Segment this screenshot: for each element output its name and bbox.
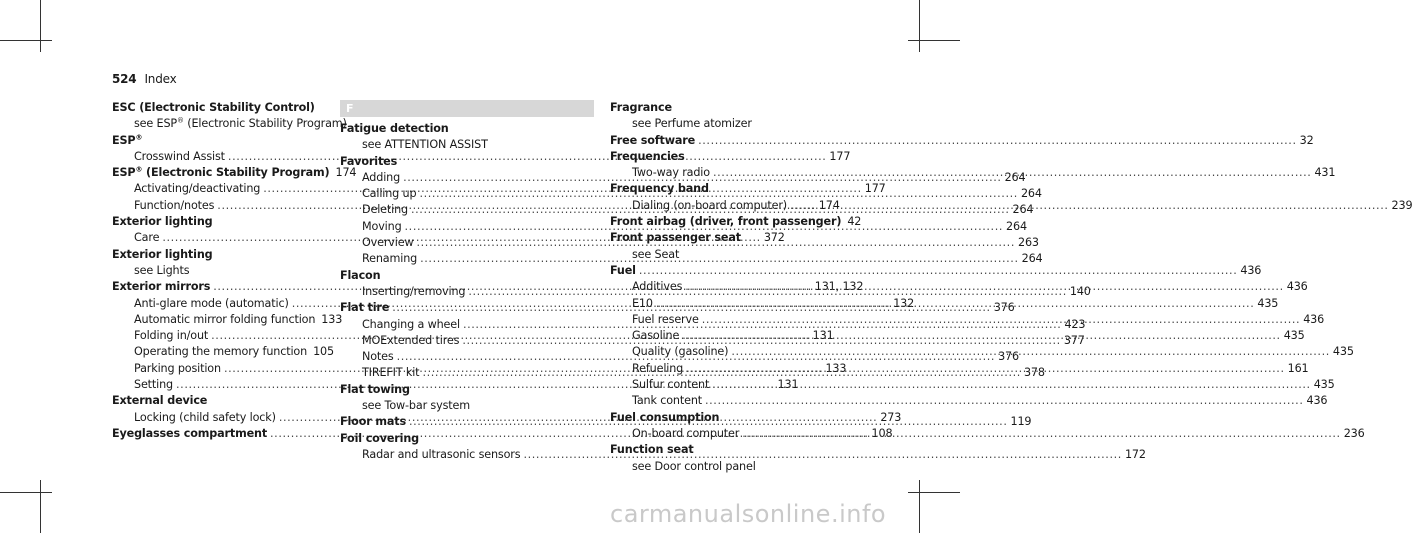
- index-heading: ESP® (Electronic Stability Program) 174: [112, 165, 357, 180]
- index-see-entry: see ESP® (Electronic Stability Program): [134, 116, 347, 131]
- index-subentry: Additives ..... 436: [610, 279, 822, 295]
- crop-mark: [40, 480, 41, 533]
- index-heading: ESC (Electronic Stability Control): [112, 101, 315, 114]
- crop-mark: [919, 0, 920, 52]
- index-heading: Frequency band: [610, 182, 709, 196]
- watermark: carmanualsonline.info: [610, 500, 887, 528]
- index-subentry: Folding in/out ..... 131: [112, 328, 324, 344]
- index-subentry: Tank content ..... 436: [610, 393, 822, 409]
- index-subentry: Notes ..... 376: [340, 349, 594, 365]
- index-heading: Front airbag (driver, front passenger) 42: [610, 215, 862, 229]
- crop-mark: [0, 492, 52, 493]
- index-subentry: On-board computer ..... 236: [610, 426, 822, 442]
- page-number: 524: [112, 72, 137, 86]
- index-subentry: Adding ..... 264: [340, 170, 594, 186]
- index-subentry: Locking (child safety lock) ..... 273: [112, 410, 324, 426]
- index-subentry: Quality (gasoline) ..... 435: [610, 344, 822, 360]
- index-see-entry: see Tow-bar system: [362, 399, 470, 413]
- index-heading: Floor mats ..... 119: [340, 414, 594, 430]
- index-see-entry: see Perfume atomizer: [632, 117, 752, 131]
- index-subentry: Activating/deactivating ..... 177: [112, 181, 324, 197]
- index-heading: ESP®: [112, 132, 143, 147]
- index-subentry: Crosswind Assist ..... 177: [112, 149, 324, 165]
- index-heading: Fuel ..... 436: [610, 263, 822, 279]
- index-subentry: Radar and ultrasonic sensors ..... 172: [340, 447, 594, 463]
- crop-mark: [0, 40, 52, 41]
- index-heading: Frequencies: [610, 149, 685, 163]
- index-subentry: Operating the memory function 105: [134, 345, 334, 359]
- index-subentry: Deleting ..... 264: [340, 202, 594, 218]
- index-subentry: Setting ..... 131: [112, 377, 324, 393]
- crop-mark: [908, 492, 960, 493]
- index-see-entry: see Lights: [134, 263, 190, 277]
- index-subentry: Care ..... 372: [112, 230, 324, 246]
- index-subentry: Gasoline ..... 435: [610, 328, 822, 344]
- index-heading: Flacon: [340, 268, 381, 282]
- index-subentry: Automatic mirror folding function 133: [134, 312, 343, 326]
- index-heading: Free software ..... 32: [610, 133, 822, 149]
- index-subentry: MOExtended tires ..... 377: [340, 333, 594, 349]
- index-subentry: Refueling ..... 161: [610, 361, 822, 377]
- index-heading: Fatigue detection: [340, 122, 449, 135]
- index-heading: Flat tire ..... 376: [340, 300, 594, 316]
- index-heading: Favorites: [340, 154, 398, 168]
- page-title: Index: [144, 72, 177, 86]
- index-heading: Fuel consumption: [610, 410, 720, 424]
- index-heading: Foil covering: [340, 431, 420, 445]
- index-subentry: TIREFIT kit ..... 378: [340, 365, 594, 381]
- index-subentry: Function/notes ..... 174: [112, 198, 324, 214]
- index-subentry: Parking position ..... 133: [112, 361, 324, 377]
- index-subentry: Renaming ..... 264: [340, 251, 594, 267]
- index-subentry: Inserting/removing ..... 140: [340, 284, 594, 300]
- index-heading: Function seat: [610, 443, 694, 457]
- index-subentry: Sulfur content ..... 435: [610, 377, 822, 393]
- index-see-entry: see Seat: [632, 247, 680, 261]
- index-subentry: Fuel reserve ..... 436: [610, 312, 822, 328]
- index-heading: Exterior lighting: [112, 247, 213, 261]
- index-subentry: E10 ..... 435: [610, 296, 822, 312]
- page-header: [112, 72, 177, 86]
- index-heading: Front passenger seat: [610, 231, 741, 245]
- crop-mark: [908, 40, 960, 41]
- index-see-entry: see ATTENTION ASSIST: [362, 138, 488, 152]
- index-subentry: Overview ..... 263: [340, 235, 594, 251]
- index-subentry: Two-way radio ..... 431: [610, 165, 822, 181]
- index-subentry: Moving ..... 264: [340, 219, 594, 235]
- index-heading: External device: [112, 394, 208, 408]
- crop-mark: [919, 480, 920, 533]
- crop-mark: [40, 0, 41, 52]
- index-heading: Exterior lighting: [112, 215, 213, 229]
- index-subentry: Dialing (on-board computer) ..... 239: [610, 198, 822, 214]
- index-subentry: Calling up ..... 264: [340, 186, 594, 202]
- index-heading: Fragrance: [610, 101, 672, 114]
- index-heading: Eyeglasses compartment ..... 108: [112, 426, 324, 442]
- section-letter-bar: F: [340, 100, 594, 117]
- index-heading: Exterior mirrors ..... 131, 132: [112, 279, 324, 295]
- index-subentry: Anti-glare mode (automatic) ..... 132: [112, 296, 324, 312]
- index-see-entry: see Door control panel: [632, 459, 756, 473]
- index-subentry: Changing a wheel ..... 423: [340, 317, 594, 333]
- index-heading: Flat towing: [340, 382, 410, 396]
